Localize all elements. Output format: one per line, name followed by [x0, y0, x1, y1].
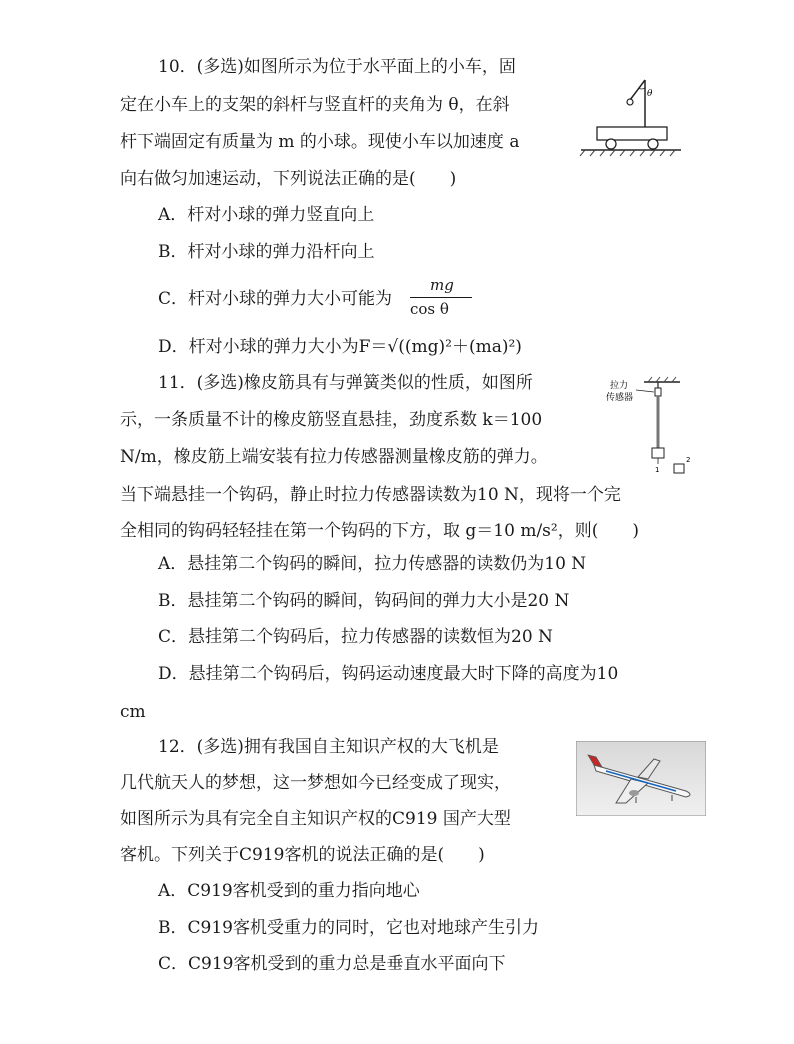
q10-option-c-numerator: mg [430, 276, 454, 294]
q10-option-c: C．杆对小球的弹力大小可能为 [158, 289, 393, 309]
q11-stem-line-3: N/m，橡皮筋上端安装有拉力传感器测量橡皮筋的弹力。 [120, 447, 548, 467]
q12-option-c: C．C919客机受到的重力总是垂直水平面向下 [158, 954, 506, 974]
q10-option-c-fraction-bar [410, 297, 472, 298]
q10-stem-line-1: 10．(多选)如图所示为位于水平面上的小车，固 [158, 57, 516, 77]
q11-stem-line-4: 当下端悬挂一个钩码，静止时拉力传感器读数为10 N，现将一个完 [120, 485, 621, 505]
q10-stem-line-3: 杆下端固定有质量为 m 的小球。现使小车以加速度 a [120, 132, 520, 152]
sensor-label-line-1: 拉力 [610, 381, 629, 391]
sensor-weight-tag-2: 2 [686, 456, 691, 464]
q12-option-a: A．C919客机受到的重力指向地心 [158, 881, 420, 901]
q10-option-c-denominator: cos θ [410, 300, 449, 318]
q11-option-d-cont: cm [120, 702, 146, 722]
cart-theta-label: θ [647, 89, 653, 99]
q10-stem-line-2: 定在小车上的支架的斜杆与竖直杆的夹角为 θ，在斜 [120, 95, 510, 115]
airplane-photo [576, 741, 706, 816]
q12-option-b: B．C919客机受重力的同时，它也对地球产生引力 [158, 918, 539, 938]
cart-figure [575, 72, 685, 157]
q11-option-c: C．悬挂第二个钩码后，拉力传感器的读数恒为20 N [158, 627, 553, 647]
sensor-label-line-2: 传感器 [606, 393, 634, 403]
q11-stem-line-5: 全相同的钩码轻轻挂在第一个钩码的下方，取 g＝10 m/s²，则( ) [120, 521, 639, 541]
q12-stem-line-1: 12．(多选)拥有我国自主知识产权的大飞机是 [158, 737, 499, 757]
q10-option-b: B．杆对小球的弹力沿杆向上 [158, 242, 375, 262]
q10-stem-line-4: 向右做匀加速运动，下列说法正确的是( ) [120, 169, 457, 189]
q12-stem-line-4: 客机。下列关于C919客机的说法正确的是( ) [120, 845, 485, 865]
q11-stem-line-1: 11．(多选)橡皮筋具有与弹簧类似的性质，如图所 [158, 373, 533, 393]
sensor-weight-tag-1: 1 [655, 466, 660, 474]
q10-option-a: A．杆对小球的弹力竖直向上 [158, 205, 375, 225]
q12-stem-line-3: 如图所示为具有完全自主知识产权的C919 国产大型 [120, 809, 511, 829]
q12-stem-line-2: 几代航天人的梦想，这一梦想如今已经变成了现实， [120, 773, 511, 793]
q11-option-a: A．悬挂第二个钩码的瞬间，拉力传感器的读数仍为10 N [158, 554, 587, 574]
q11-option-b: B．悬挂第二个钩码的瞬间，钩码间的弹力大小是20 N [158, 591, 570, 611]
q11-stem-line-2: 示，一条质量不计的橡皮筋竖直悬挂，劲度系数 k＝100 [120, 410, 543, 430]
q11-option-d: D．悬挂第二个钩码后，钩码运动速度最大时下降的高度为10 [158, 664, 619, 684]
q10-option-d: D．杆对小球的弹力大小为F＝√((mg)²＋(ma)²) [158, 337, 522, 357]
sensor-figure [600, 376, 694, 476]
